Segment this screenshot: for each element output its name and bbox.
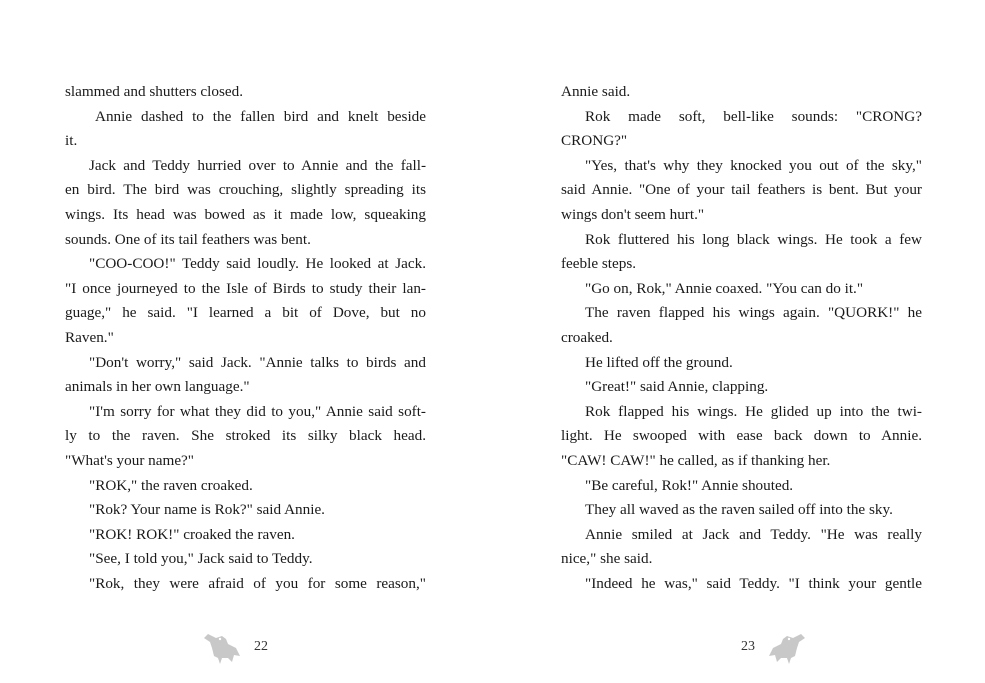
text-line: "Great!" said Annie, clapping. — [585, 378, 769, 396]
left-folio — [200, 628, 274, 666]
text-line: said Annie. "One of your tail feathers is bent. But your — [561, 181, 922, 199]
text-line: slammed and shutters closed. — [65, 83, 243, 100]
text-line: "Rok, they were afraid of you for some reason," — [89, 574, 426, 592]
text-line: Annie smiled at Jack and Teddy. "He was really — [585, 525, 922, 543]
text-line: light. He swooped with ease back down to Annie. — [561, 427, 922, 445]
text-line: "Go on, Rok," Annie coaxed. "You can do it." — [585, 279, 864, 297]
text-line: They all waved as the raven sailed off into the sky. — [585, 501, 893, 519]
text-line: wings. Its head was bowed as it made low, squeaking — [65, 205, 426, 223]
text-line: "See, I told you," Jack said to Teddy. — [89, 550, 313, 568]
page-number: 23 — [741, 639, 755, 654]
text-line: "Be careful, Rok!" Annie shouted. — [585, 476, 794, 494]
text-line: nice," she said. — [561, 550, 653, 568]
left-page — [65, 0, 426, 683]
text-line: "Indeed he was," said Teddy. "I think your gentle — [585, 574, 922, 592]
text-line: "What's your name?" — [65, 451, 194, 469]
text-line: Rok fluttered his long black wings. He took a few — [585, 230, 922, 248]
text-line: "CAW! CAW!" he called, as if thanking her. — [561, 451, 831, 469]
text-line: "I once journeyed to the Isle of Birds to study their lan- — [65, 279, 426, 297]
text-line: "ROK," the raven croaked. — [89, 476, 253, 494]
right-folio — [735, 628, 809, 666]
text-line: Raven." — [65, 328, 114, 346]
text-line: "ROK! ROK!" croaked the raven. — [89, 525, 295, 543]
text-line: it. — [65, 132, 78, 150]
raven-icon — [761, 628, 809, 666]
raven-icon — [200, 628, 248, 666]
left-page-text — [65, 80, 426, 596]
right-page — [561, 0, 922, 683]
text-line: The raven flapped his wings again. "QUORK!" he — [585, 304, 922, 322]
text-line: "Don't worry," said Jack. "Annie talks to birds and — [89, 353, 426, 371]
text-line: sounds. One of its tail feathers was bent. — [65, 230, 311, 248]
text-line: ly to the raven. She stroked its silky black head. — [65, 427, 426, 445]
text-line: "Rok? Your name is Rok?" said Annie. — [89, 501, 325, 519]
text-line: He lifted off the ground. — [585, 353, 733, 371]
text-line: Jack and Teddy hurried over to Annie and the fall- — [89, 156, 426, 174]
text-line: en bird. The bird was crouching, slightly spreading its — [65, 181, 426, 199]
text-line: Rok made soft, bell-like sounds: "CRONG? — [585, 107, 922, 125]
text-line: Rok flapped his wings. He glided up into the twi- — [585, 402, 922, 420]
text-line: Annie said. — [561, 83, 631, 100]
text-line: CRONG?" — [561, 132, 628, 150]
text-line: "COO-COO!" Teddy said loudly. He looked at Jack. — [89, 255, 426, 273]
text-line: feeble steps. — [561, 255, 637, 273]
text-line: guage," he said. "I learned a bit of Dove, but no — [65, 304, 426, 322]
page-number: 22 — [254, 639, 268, 654]
text-line: "I'm sorry for what they did to you," Annie said soft- — [89, 402, 426, 420]
text-line: "Yes, that's why they knocked you out of the sky," — [585, 156, 922, 174]
text-line: wings don't seem hurt." — [561, 205, 705, 223]
text-line: croaked. — [561, 328, 613, 346]
text-line: animals in her own language." — [65, 378, 250, 396]
right-page-text — [561, 80, 922, 596]
text-line: Annie dashed to the fallen bird and knelt beside — [95, 107, 426, 125]
